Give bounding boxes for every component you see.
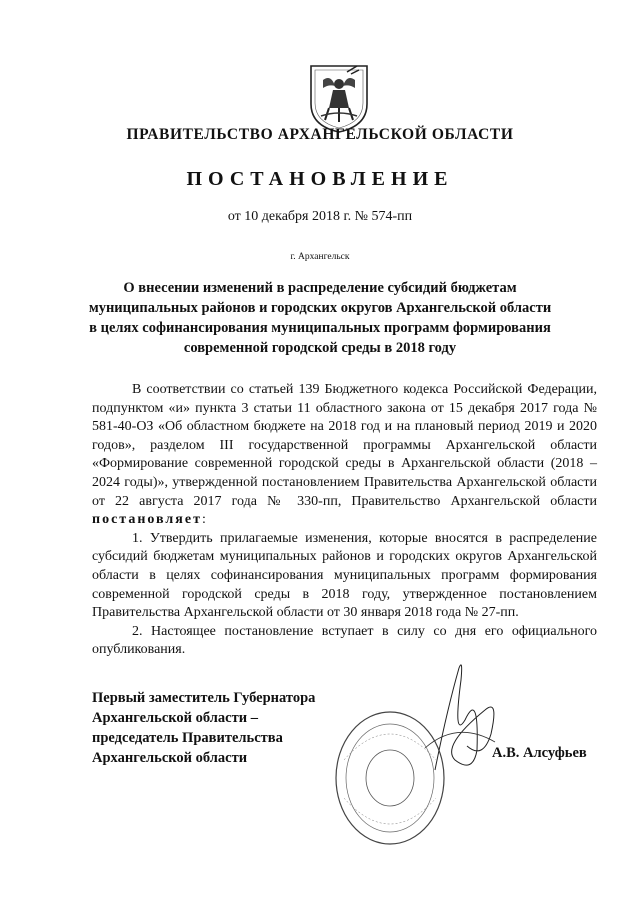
signer-name: А.В. Алсуфьев xyxy=(492,745,587,761)
document-date-number: от 10 декабря 2018 г. № 574-пп xyxy=(227,209,413,224)
signer-position-line: председатель Правительства xyxy=(92,730,283,746)
item-1: 1. Утвердить прилагаемые изменения, которые вносятся в распределение субсидий бюджетам муниципальных районов и городских округов Архангельской области в целях софинансирования муниципальных программ формирования современной городской среды в 2018 году, утвержденное постановлением Правительства Архангельской области от 30 января 2018 года № 27-пп. xyxy=(92,530,597,621)
signer-position xyxy=(92,688,315,768)
handwritten-signature xyxy=(395,650,505,780)
coat-of-arms-emblem xyxy=(307,62,371,134)
signer-position-line: Архангельской области xyxy=(92,750,248,766)
document-title xyxy=(0,278,640,358)
title-line: О внесении изменений в распределение субсидий бюджетам xyxy=(123,280,517,296)
title-line: в целях софинансирования муниципальных программ формирования xyxy=(89,320,551,336)
decree-word: постановляет xyxy=(92,512,202,528)
document-city: г. Архангельск xyxy=(290,252,350,262)
document-body xyxy=(92,381,597,660)
item-2: 2. Настоящее постановление вступает в силу со дня его официального опубликования. xyxy=(92,623,597,658)
signer-position-line: Архангельской области – xyxy=(92,710,258,726)
title-line: современной городской среды в 2018 году xyxy=(183,340,457,356)
intro-paragraph: В соответствии со статьей 139 Бюджетного кодекса Российской Федерации, подпунктом «и» пункта 3 статьи 11 областного закона от 15 декабря 2017 года № 581-40-ОЗ «Об областном бюджете на 2018 год и на плановый период 2019 и 2020 годов», разделом III государственной программы Архангельской области «Формирование современной городской среды в Архангельской области (2018 – 2024 годы)», утвержденной постановлением Правительства Архангельской области от 22 августа 2017 года № 330-пп, Правительство Архангельской области постановляет: xyxy=(92,382,597,528)
intro-text: В соответствии со статьей 139 Бюджетного кодекса Российской Федерации, подпунктом «и» пункта 3 статьи 11 областного закона от 15 декабря 2017 года № 581-40-ОЗ «Об областном бюджете на 2018 год и на плановый период 2019 и 2020 годов», разделом III государственной программы Архангельской области «Формирование современной городской среды в Архангельской области (2018 – 2024 годы)», утвержденной постановлением Правительства Архангельской области от 22 августа 2017 года № 330-пп, Правительство Архангельской области xyxy=(92,382,597,509)
signer-position-line: Первый заместитель Губернатора xyxy=(92,690,316,706)
government-name: ПРАВИТЕЛЬСТВО АРХАНГЕЛЬСКОЙ ОБЛАСТИ xyxy=(126,126,514,143)
title-line: муниципальных районов и городских округов Архангельской области xyxy=(88,300,552,316)
document-type: ПОСТАНОВЛЕНИЕ xyxy=(186,168,454,190)
